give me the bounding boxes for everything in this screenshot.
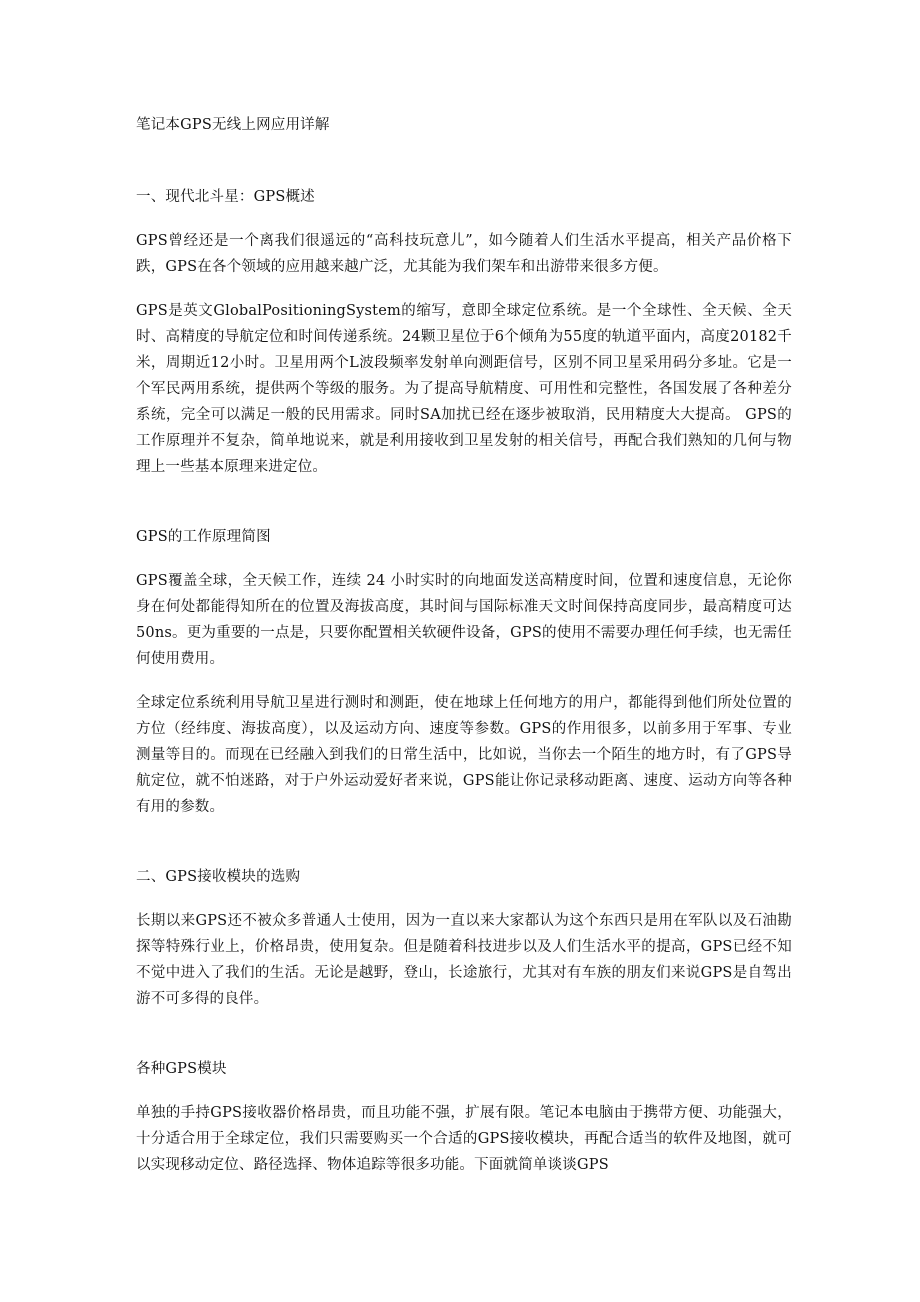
paragraph: GPS覆盖全球，全天候工作，连续 24 小时实时的向地面发送高精度时间，位置和速度信息，无论你身在何处都能得知所在的位置及海拔高度，其时间与国际标准天文时间保持高度同步，最高精度可达50ns。更为重要的一点是，只要你配置相关软硬件设备，GPS的使用不需要办理任何手续，也无需任何使用费用。: [136, 573, 792, 667]
paragraph: GPS曾经还是一个离我们很遥远的“高科技玩意儿”，如今随着人们生活水平提高，相关产品价格下跌，GPS在各个领域的应用越来越广泛，尤其能为我们架车和出游带来很多方便。: [136, 233, 792, 275]
paragraph: 全球定位系统利用导航卫星进行测时和测距，使在地球上任何地方的用户，都能得到他们所处位置的方位（经纬度、海拔高度），以及运动方向、速度等参数。GPS的作用很多，以前多用于军事、专业测量等目的。而现在已经融入到我们的日常生活中，比如说，当你去一个陌生的地方时，有了GPS导航定位，就不怕迷路，对于户外运动爱好者来说，GPS能让你记录移动距离、速度、运动方向等各种有用的参数。: [136, 695, 792, 815]
subsection-heading-working-principle: GPS的工作原理简图: [136, 529, 271, 545]
document-body: [136, 112, 792, 1178]
document-title: 笔记本GPS无线上网应用详解: [136, 117, 330, 133]
section-heading-gps-overview: 一、现代北斗星：GPS概述: [136, 189, 315, 205]
paragraph: 单独的手持GPS接收器价格昂贵，而且功能不强，扩展有限。笔记本电脑由于携带方便、功能强大，十分适合用于全球定位，我们只需要购买一个合适的GPS接收模块，再配合适当的软件及地图，就可以实现移动定位、路径选择、物体追踪等很多功能。下面就简单谈谈GPS: [136, 1105, 792, 1173]
paragraph: GPS是英文GlobalPositioningSystem的缩写，意即全球定位系统。是一个全球性、全天候、全天时、高精度的导航定位和时间传递系统。24颗卫星位于6个倾角为55度的轨道平面内，高度20182千米，周期近12小时。卫星用两个L波段频率发射单向测距信号，区别不同卫星采用码分多址。它是一个军民两用系统，提供两个等级的服务。为了提高导航精度、可用性和完整性，各国发展了各种差分系统，完全可以满足一般的民用需求。同时SA加扰已经在逐步被取消，民用精度大大提高。 GPS的工作原理并不复杂，简单地说来，就是利用接收到卫星发射的相关信号，再配合我们熟知的几何与物理上一些基本原理来进定位。: [136, 303, 792, 475]
subsection-heading-gps-modules: 各种GPS模块: [136, 1061, 227, 1077]
paragraph: 长期以来GPS还不被众多普通人士使用，因为一直以来大家都认为这个东西只是用在军队以及石油勘探等特殊行业上，价格昂贵，使用复杂。但是随着科技进步以及人们生活水平的提高，GPS已经不知不觉中进入了我们的生活。无论是越野，登山，长途旅行，尤其对有车族的朋友们来说GPS是自驾出游不可多得的良伴。: [136, 913, 792, 1007]
section-heading-gps-module-purchase: 二、GPS接收模块的选购: [136, 869, 301, 885]
